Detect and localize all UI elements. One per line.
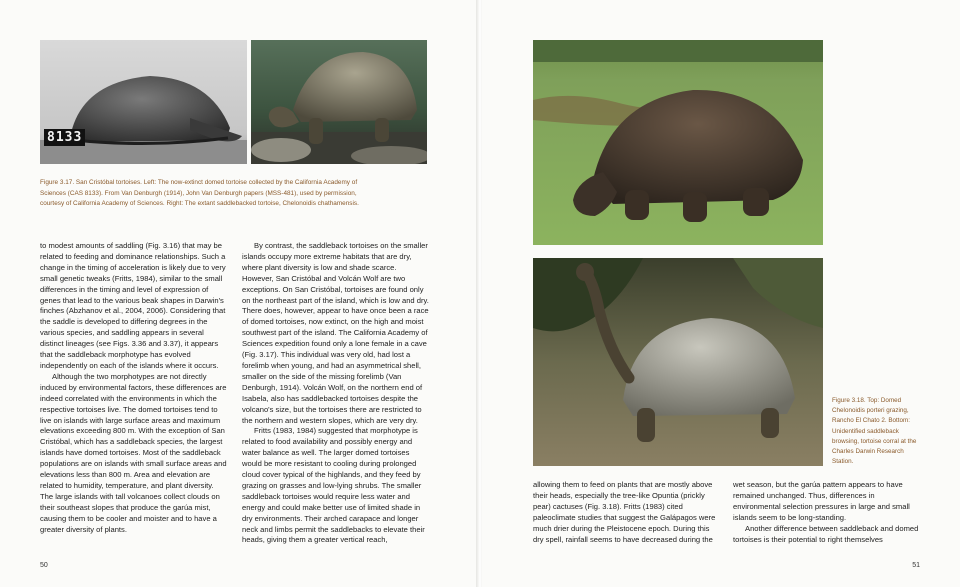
paragraph: allowing them to feed on plants that are mostly above their heads, especially the tree-like Opuntia (prickly pear) cactuses (Fig. 3.18). Fritts (1983) cited paleoclimate studies that suggest the Galápagos were much drier during the Pleistocene epoch. During this dry spell, rainfall seems to have decreased during the <box>533 480 716 544</box>
paragraph: Although the two morphotypes are not directly induced by environmental factors, these differences are indeed correlated with the environments in which the respective tortoises live. The domed tortoises tend to live on islands with large surface areas and maximum elevations exceeding 800 m. With the exception of San Cristóbal, which has a saddleback species, the largest islands have domed tortoises. Most of the saddleback populations are on islands with small surface areas and elevations less than 800 m. Area and elevation are related to humidity, temperature, and plant diversity. The large islands with tall volcanoes collect clouds on their southeast slopes that produce the garúa mist, causing them to be cooler and moister and to have a greater diversity of plants. <box>40 371 227 534</box>
photo-domed-tortoise-grazing <box>533 40 823 245</box>
paragraph: Another difference between saddleback and domed tortoises is their potential to right themselves <box>733 523 919 544</box>
paragraph: Fritts (1983, 1984) suggested that morphotype is related to food availability and possibly energy and water balance as well. The larger domed tortoises would be more resistant to cooling during prolonged cloud cover typical of the highlands, and they feed by grazing on grasses and low-lying shrubs. The smaller saddleback tortoises would require less water and energy and could make better use of limited shade in dry environments. Their arched carapace and longer neck and limbs permit the saddlebacks to elevate their heads, giving them a greater vertical reach, <box>242 426 425 545</box>
page-number: 51 <box>912 562 920 569</box>
paragraph: to modest amounts of saddling (Fig. 3.16) that may be related to feeding and dominance relationships. Such a change in the timing of acceleration is likely due to very small genetic tweaks (Fritts, 1984), similar to the small differences in the timing and level of expression of genes that lead to the various beak shapes in Darwin's finches (Abzhanov et al., 2004, 2006). Considering that the saddle is developed to differing degrees in the various species, and saddling appears in several distinct lineages (see Figs. 3.36 and 3.37), it appears that the saddleback morphotype has evolved independently on each of the islands where it occurs. <box>40 241 226 370</box>
figure-3-18-caption: Figure 3.18. Top: Domed Chelonoidis porteri grazing, Rancho El Chato 2. Bottom: Unidentified saddleback browsing, tortoise corral at the Charles Darwin Research Station. <box>832 397 917 466</box>
right-column-2 <box>733 480 921 545</box>
specimen-tag-label: 8133 <box>44 129 85 146</box>
paragraph: wet season, but the garúa pattern appears to have remained unchanged. Thus, differences in environmental selection pressures in large and small islands seem to be long-standing. <box>733 480 910 522</box>
page-number: 50 <box>40 562 48 569</box>
right-column-1 <box>533 480 718 545</box>
left-column-1 <box>40 241 227 535</box>
photo-extinct-domed-tortoise <box>40 40 247 164</box>
paragraph: By contrast, the saddleback tortoises on the smaller islands occupy more extreme habitats that are dry, where plant diversity is low and shade scarce. However, San Cristóbal and Volcán Wolf are two exceptions. On San Cristóbal, tortoises are found only on the northeast part of the island, which is low and dry. There does, however, appear to have once been a race of domed tortoises, now extinct, on the high and moist southwest part of the island. The California Academy of Sciences expedition found only a lone female in a cave (Fig. 3.17). This individual was very old, had lost a forelimb when young, and had an asymmetrical shell, smaller on the side of the missing forelimb (Van Denburgh, 1914). Volcán Wolf, on the northern end of Isabela, also has saddlebacked tortoises despite the volcano's size, but the tortoises there are restricted to the northern and western slopes, which are very dry. <box>242 241 429 425</box>
left-page <box>0 0 478 587</box>
figure-3-17-caption: Figure 3.17. San Cristóbal tortoises. Left: The now-extinct domed tortoise collected by the California Academy of Sciences (CAS 8133). From Van Denburgh (1914), John Van Denburgh papers (MSS-481), used by permission, courtesy of California Academy of Sciences. Right: The extant saddlebacked tortoise, Chelonoidis chathamensis. <box>40 179 359 208</box>
photo-saddleback-browsing <box>533 258 823 466</box>
photo-saddleback-tortoise <box>251 40 427 164</box>
left-column-2 <box>242 241 430 546</box>
right-page <box>482 0 960 587</box>
